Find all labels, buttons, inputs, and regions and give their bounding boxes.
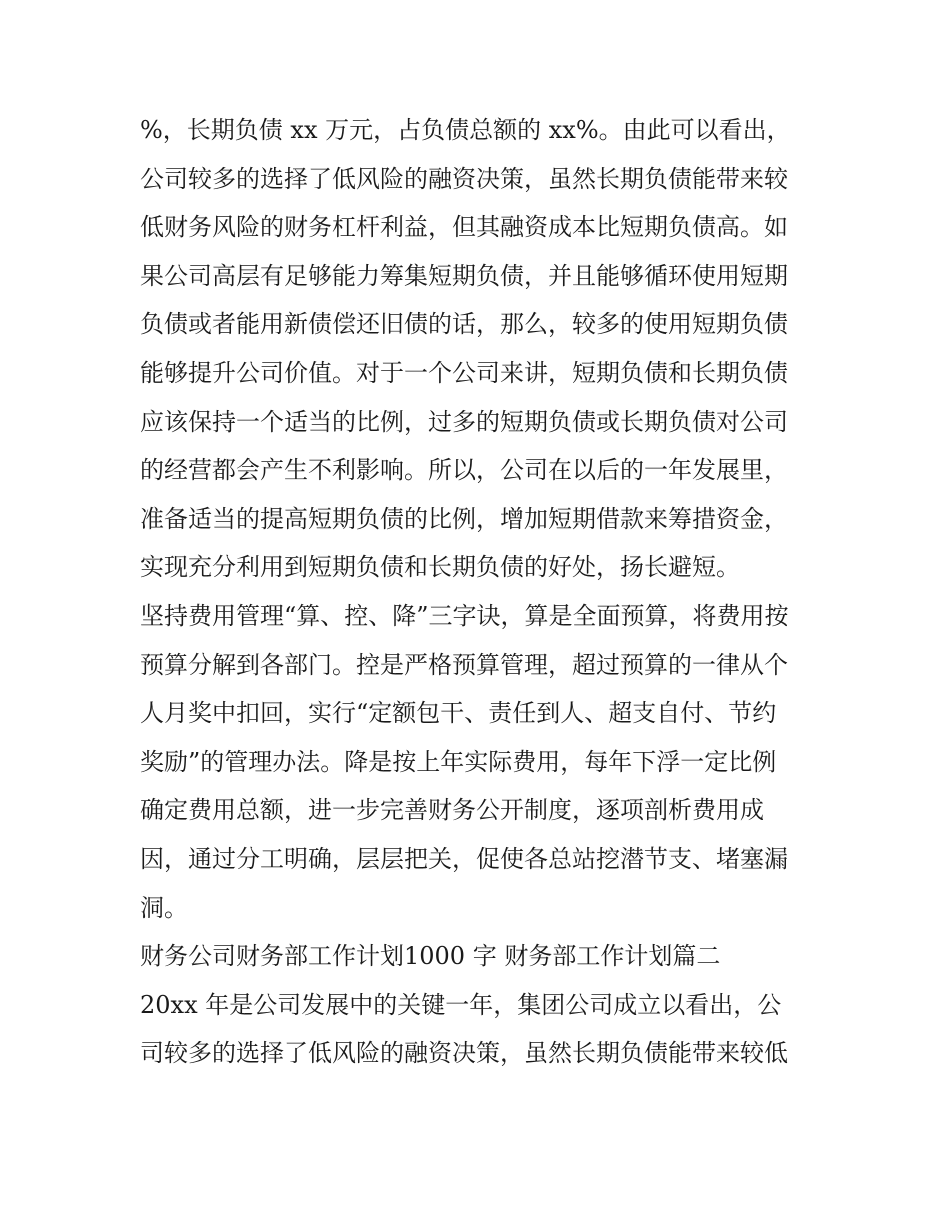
paragraph-line: 预算分解到各部门。控是严格预算管理，超过预算的一律从个 (140, 650, 788, 679)
paragraph-line: 的经营都会产生不利影响。所以，公司在以后的一年发展里， (140, 456, 788, 485)
paragraph-line: 负债或者能用新债偿还旧债的话，那么，较多的使用短期负债 (140, 310, 788, 339)
section-heading-line: 财务公司财务部工作计划1000 字 财务部工作计划篇二 (140, 942, 721, 971)
paragraph-line: 果公司高层有足够能力筹集短期负债，并且能够循环使用短期 (140, 261, 788, 290)
document-body (140, 106, 820, 1078)
paragraph-line: 应该保持一个适当的比例，过多的短期负债或长期负债对公司 (140, 407, 788, 436)
paragraph-line: 低财务风险的财务杠杆利益，但其融资成本比短期负债高。如 (140, 213, 788, 242)
paragraph-line: 人月奖中扣回，实行“定额包干、责任到人、超支自付、节约 (140, 699, 777, 728)
paragraph-line: 坚持费用管理“算、控、降”三字诀，算是全面预算，将费用按 (140, 601, 789, 630)
paragraph-line: 实现充分利用到短期负债和长期负债的好处，扬长避短。 (140, 553, 740, 582)
paragraph-line: 确定费用总额，进一步完善财务公开制度，逐项剖析费用成 (140, 796, 764, 825)
paragraph-line: %，长期负债 xx 万元，占负债总额的 xx%。由此可以看出， (140, 116, 791, 144)
paragraph-line: 公司较多的选择了低风险的融资决策，虽然长期负债能带来较 (140, 164, 788, 193)
paragraph-line: 司较多的选择了低风险的融资决策，虽然长期负债能带来较低 (140, 1039, 788, 1068)
paragraph-line: 因，通过分工明确，层层把关，促使各总站挖潜节支、堵塞漏 (140, 844, 788, 873)
paragraph-line: 奖励”的管理办法。降是按上年实际费用，每年下浮一定比例 (140, 747, 777, 776)
paragraph-line: 20xx 年是公司发展中的关键一年，集团公司成立以看出，公 (140, 990, 782, 1019)
paragraph-line: 洞。 (140, 893, 188, 922)
paragraph-line: 能够提升公司价值。对于一个公司来讲，短期负债和长期负债 (140, 358, 788, 387)
paragraph-line: 准备适当的提高短期负债的比例，增加短期借款来筹措资金， (140, 504, 788, 533)
